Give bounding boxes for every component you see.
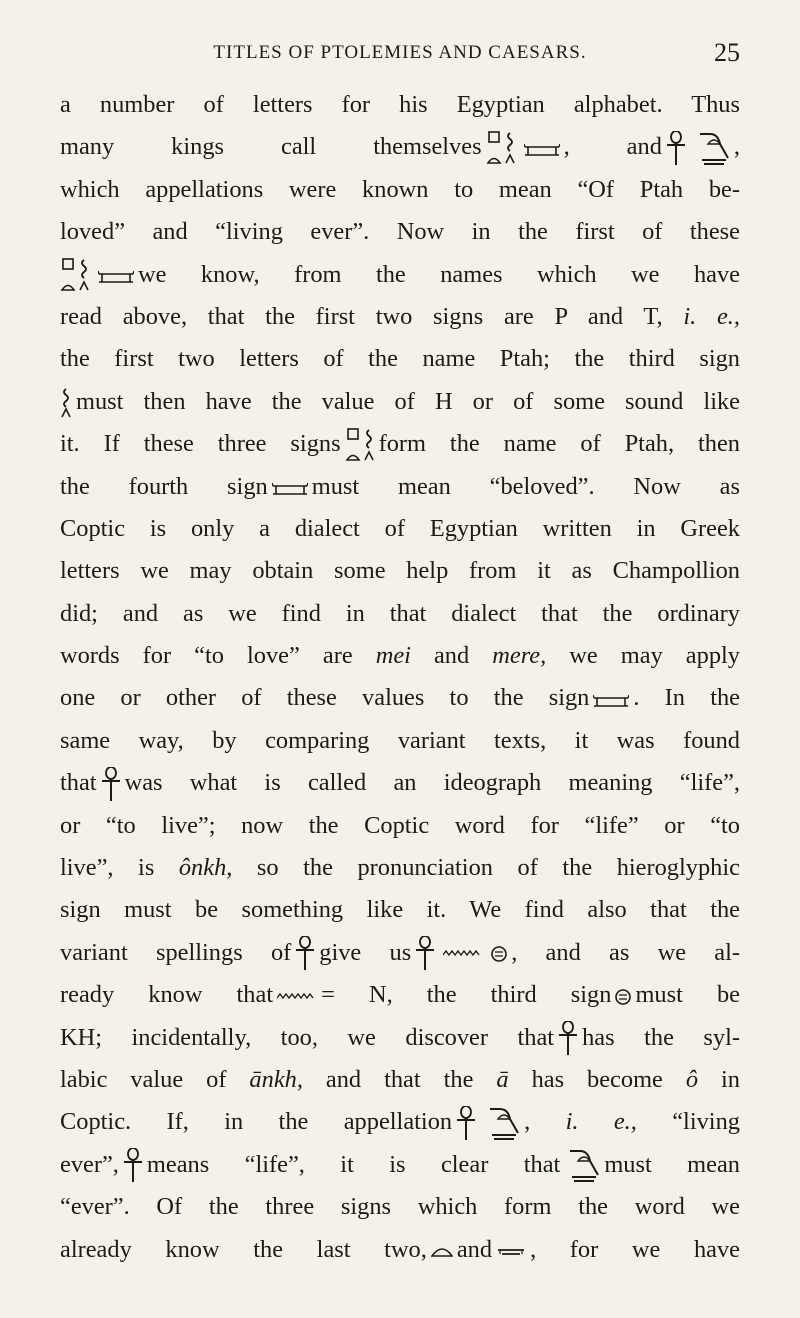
text-line: many kings call themselves , and , [60,126,740,168]
text-line: letters we may obtain some help from it as Champollion [60,557,740,585]
text-line: “ever”. Of the three signs which form the word we [60,1193,740,1221]
text-line: must then have the value of H or of some sound like [60,381,740,423]
ankh-icon [456,1106,476,1142]
text-line: the fourth sign must mean “beloved”. Now as [60,472,740,500]
text-line: which appellations were known to mean “Of Ptah be- [60,175,740,203]
text-line: that was what is called an ideograph meaning “life”, [60,762,740,804]
text-line: read above, that the first two signs are P and T, i. e., [60,302,740,330]
text-line: or “to live”; now the Coptic word for “life” or “to [60,811,740,839]
text-line: a number of letters for his Egyptian alphabet. Thus [60,91,740,118]
sieve-icon [491,946,507,962]
mer-icon [593,688,629,712]
ankh-icon [123,1148,143,1184]
ptah-icon [345,428,375,464]
text-line: variant spellings of give us , and as we al- [60,932,740,974]
ankh-icon [101,767,121,803]
djet-icon [694,130,730,168]
text-line: it. If these three signs form the name of Ptah, then [60,423,740,465]
text-line: did; and as we find in that dialect that the ordinary [60,599,740,627]
mer-icon [272,476,308,500]
running-head: TITLES OF PTOLEMIES AND CAESARS. [213,42,587,63]
ptah-icon [486,131,516,167]
ankh-icon [295,936,315,972]
page-number: 25 [714,38,740,67]
body-text [60,84,740,1271]
mer-icon [98,264,134,288]
sieve-icon [615,989,631,1005]
djet-icon [484,1105,520,1143]
text-line: loved” and “living ever”. Now in the first of these [60,218,740,246]
text-line: labic value of ānkh, and that the ā has become ô in [60,1065,740,1093]
text-line: words for “to love” are mei and mere, we may apply [60,642,740,670]
mer-icon [524,137,560,161]
text-line: KH; incidentally, too, we discover that has the syl- [60,1017,740,1059]
text-line: already know the last two, and , for we have [60,1235,740,1263]
ankh-icon [558,1021,578,1057]
land-sign-icon [496,1244,526,1258]
djet-icon [564,1147,600,1185]
text-line: Coptic. If, in the appellation , i. e., “living [60,1101,740,1143]
text-line: one or other of these values to the sign . In the [60,684,740,712]
bread-loaf-icon [431,1244,453,1258]
text-line: the first two letters of the name Ptah; the third sign [60,345,740,373]
ankh-icon [415,936,435,972]
water-ripple-icon [443,949,483,959]
page-header [0,40,800,74]
text-line: Coptic is only a dialect of Egyptian written in Greek [60,514,740,542]
text-line: ever”, means “life”, it is clear that must mean [60,1144,740,1186]
text-line: same way, by comparing variant texts, it was found [60,726,740,754]
twisted-flax-icon [60,387,72,419]
text-line: ready know that = N, the third sign must be [60,981,740,1009]
ankh-icon [666,131,686,167]
text-line: we know, from the names which we have [60,254,740,296]
text-line: sign must be something like it. We find also that the [60,896,740,924]
ptah-icon [60,258,90,294]
water-ripple-icon [277,992,317,1002]
text-line: live”, is ônkh, so the pronunciation of the hieroglyphic [60,854,740,882]
